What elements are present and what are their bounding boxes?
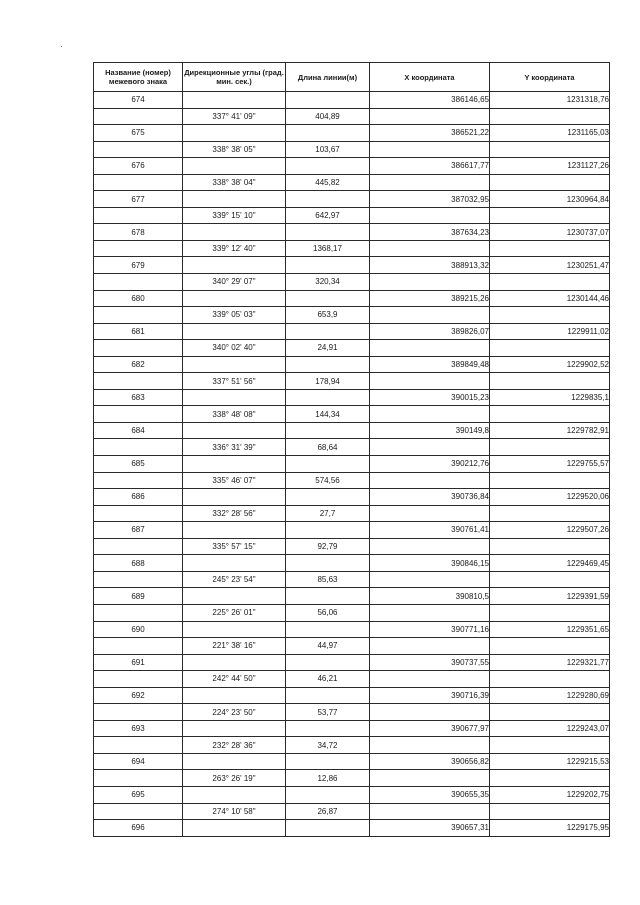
x-coordinate-cell: 389849,48 xyxy=(370,356,490,373)
empty-cell xyxy=(286,522,370,539)
point-name-cell: 690 xyxy=(94,621,183,638)
empty-cell xyxy=(286,456,370,473)
empty-cell xyxy=(94,406,183,423)
direction-angle-cell: 232° 28' 36" xyxy=(183,737,286,754)
line-length-cell: 46,21 xyxy=(286,671,370,688)
line-length-cell: 34,72 xyxy=(286,737,370,754)
empty-cell xyxy=(490,505,610,522)
empty-cell xyxy=(370,307,490,324)
empty-cell xyxy=(94,207,183,224)
line-length-cell: 574,56 xyxy=(286,472,370,489)
point-name-cell: 682 xyxy=(94,356,183,373)
empty-cell xyxy=(490,571,610,588)
line-length-cell: 404,89 xyxy=(286,108,370,125)
x-coordinate-cell: 390771,16 xyxy=(370,621,490,638)
table-row-segment xyxy=(94,505,610,522)
empty-cell xyxy=(183,224,286,241)
empty-cell xyxy=(94,472,183,489)
table-row-segment xyxy=(94,439,610,456)
table-row-point xyxy=(94,522,610,539)
empty-cell xyxy=(490,704,610,721)
empty-cell xyxy=(183,125,286,142)
empty-cell xyxy=(183,422,286,439)
empty-cell xyxy=(490,406,610,423)
x-coordinate-cell: 389215,26 xyxy=(370,290,490,307)
empty-cell xyxy=(94,638,183,655)
x-coordinate-cell: 390212,76 xyxy=(370,456,490,473)
empty-cell xyxy=(183,820,286,837)
direction-angle-cell: 337° 41' 09" xyxy=(183,108,286,125)
y-coordinate-cell: 1230251,47 xyxy=(490,257,610,274)
empty-cell xyxy=(490,274,610,291)
table-body xyxy=(94,92,610,837)
empty-cell xyxy=(286,687,370,704)
x-coordinate-cell: 387032,95 xyxy=(370,191,490,208)
point-name-cell: 676 xyxy=(94,158,183,175)
direction-angle-cell: 332° 28' 56" xyxy=(183,505,286,522)
point-name-cell: 679 xyxy=(94,257,183,274)
empty-cell xyxy=(183,290,286,307)
table-row-point xyxy=(94,753,610,770)
empty-cell xyxy=(183,522,286,539)
empty-cell xyxy=(490,604,610,621)
table-row-point xyxy=(94,820,610,837)
y-coordinate-cell: 1229507,26 xyxy=(490,522,610,539)
empty-cell xyxy=(490,538,610,555)
line-length-cell: 320,34 xyxy=(286,274,370,291)
empty-cell xyxy=(183,257,286,274)
y-coordinate-cell: 1229243,07 xyxy=(490,720,610,737)
empty-cell xyxy=(183,356,286,373)
table-row-segment xyxy=(94,174,610,191)
line-length-cell: 653,9 xyxy=(286,307,370,324)
line-length-cell: 53,77 xyxy=(286,704,370,721)
x-coordinate-cell: 386521,22 xyxy=(370,125,490,142)
empty-cell xyxy=(94,307,183,324)
empty-cell xyxy=(286,720,370,737)
y-coordinate-cell: 1229175,95 xyxy=(490,820,610,837)
empty-cell xyxy=(370,439,490,456)
empty-cell xyxy=(183,753,286,770)
empty-cell xyxy=(286,191,370,208)
empty-cell xyxy=(183,720,286,737)
header-y-coordinate: Y координата xyxy=(490,63,610,92)
empty-cell xyxy=(183,191,286,208)
direction-angle-cell: 224° 23' 50" xyxy=(183,704,286,721)
empty-cell xyxy=(370,340,490,357)
empty-cell xyxy=(370,274,490,291)
table-row-point xyxy=(94,555,610,572)
direction-angle-cell: 221° 38' 16" xyxy=(183,638,286,655)
empty-cell xyxy=(490,141,610,158)
x-coordinate-cell: 386617,77 xyxy=(370,158,490,175)
empty-cell xyxy=(94,604,183,621)
y-coordinate-cell: 1230964,84 xyxy=(490,191,610,208)
point-name-cell: 687 xyxy=(94,522,183,539)
header-direction-angle: Дирекционные углы (град. мин. сек.) xyxy=(183,63,286,92)
empty-cell xyxy=(490,373,610,390)
x-coordinate-cell: 390736,84 xyxy=(370,489,490,506)
empty-cell xyxy=(94,108,183,125)
empty-cell xyxy=(94,174,183,191)
point-name-cell: 681 xyxy=(94,323,183,340)
header-point-name: Название (номер) межевого знака xyxy=(94,63,183,92)
table-row-point xyxy=(94,687,610,704)
empty-cell xyxy=(370,505,490,522)
line-length-cell: 27,7 xyxy=(286,505,370,522)
empty-cell xyxy=(183,158,286,175)
empty-cell xyxy=(183,687,286,704)
empty-cell xyxy=(370,770,490,787)
empty-cell xyxy=(94,274,183,291)
empty-cell xyxy=(183,621,286,638)
empty-cell xyxy=(183,323,286,340)
empty-cell xyxy=(94,439,183,456)
empty-cell xyxy=(370,406,490,423)
header-x-coordinate: X координата xyxy=(370,63,490,92)
line-length-cell: 92,79 xyxy=(286,538,370,555)
table-row-point xyxy=(94,720,610,737)
empty-cell xyxy=(94,671,183,688)
line-length-cell: 445,82 xyxy=(286,174,370,191)
table-row-segment xyxy=(94,207,610,224)
direction-angle-cell: 263° 26' 19" xyxy=(183,770,286,787)
empty-cell xyxy=(183,456,286,473)
table-row-point xyxy=(94,158,610,175)
empty-cell xyxy=(94,803,183,820)
table-row-segment xyxy=(94,803,610,820)
x-coordinate-cell: 390761,41 xyxy=(370,522,490,539)
empty-cell xyxy=(490,803,610,820)
empty-cell xyxy=(286,356,370,373)
empty-cell xyxy=(490,207,610,224)
line-length-cell: 178,94 xyxy=(286,373,370,390)
table-row-segment xyxy=(94,274,610,291)
table-row-segment xyxy=(94,571,610,588)
empty-cell xyxy=(183,588,286,605)
empty-cell xyxy=(286,588,370,605)
empty-cell xyxy=(286,786,370,803)
line-length-cell: 103,67 xyxy=(286,141,370,158)
table-row-segment xyxy=(94,340,610,357)
y-coordinate-cell: 1229902,52 xyxy=(490,356,610,373)
empty-cell xyxy=(370,174,490,191)
empty-cell xyxy=(490,671,610,688)
table-row-point xyxy=(94,588,610,605)
table-row-point xyxy=(94,422,610,439)
line-length-cell: 642,97 xyxy=(286,207,370,224)
empty-cell xyxy=(370,671,490,688)
table-row-point xyxy=(94,125,610,142)
empty-cell xyxy=(370,571,490,588)
direction-angle-cell: 340° 29' 07" xyxy=(183,274,286,291)
empty-cell xyxy=(490,638,610,655)
direction-angle-cell: 274° 10' 58" xyxy=(183,803,286,820)
empty-cell xyxy=(286,389,370,406)
table-row-segment xyxy=(94,671,610,688)
empty-cell xyxy=(370,240,490,257)
direction-angle-cell: 245° 23' 54" xyxy=(183,571,286,588)
empty-cell xyxy=(286,224,370,241)
x-coordinate-cell: 390149,8 xyxy=(370,422,490,439)
point-name-cell: 695 xyxy=(94,786,183,803)
table-row-point xyxy=(94,654,610,671)
table-row-segment xyxy=(94,638,610,655)
y-coordinate-cell: 1229911,02 xyxy=(490,323,610,340)
line-length-cell: 68,64 xyxy=(286,439,370,456)
document-page xyxy=(93,62,609,837)
table-row-segment xyxy=(94,604,610,621)
table-row-point xyxy=(94,786,610,803)
table-row-segment xyxy=(94,307,610,324)
empty-cell xyxy=(490,240,610,257)
empty-cell xyxy=(370,638,490,655)
y-coordinate-cell: 1229782,91 xyxy=(490,422,610,439)
empty-cell xyxy=(370,472,490,489)
x-coordinate-cell: 388913,32 xyxy=(370,257,490,274)
empty-cell xyxy=(286,621,370,638)
line-length-cell: 85,63 xyxy=(286,571,370,588)
empty-cell xyxy=(370,604,490,621)
empty-cell xyxy=(183,489,286,506)
table-row-point xyxy=(94,224,610,241)
empty-cell xyxy=(183,654,286,671)
boundary-coordinates-table xyxy=(93,62,610,837)
line-length-cell: 44,97 xyxy=(286,638,370,655)
empty-cell xyxy=(490,174,610,191)
direction-angle-cell: 339° 12' 40" xyxy=(183,240,286,257)
x-coordinate-cell: 390677,97 xyxy=(370,720,490,737)
empty-cell xyxy=(94,373,183,390)
point-name-cell: 677 xyxy=(94,191,183,208)
table-row-point xyxy=(94,323,610,340)
table-row-point xyxy=(94,456,610,473)
x-coordinate-cell: 386146,65 xyxy=(370,92,490,109)
direction-angle-cell: 339° 05' 03" xyxy=(183,307,286,324)
header-line-length: Длина линии(м) xyxy=(286,63,370,92)
line-length-cell: 144,34 xyxy=(286,406,370,423)
point-name-cell: 675 xyxy=(94,125,183,142)
direction-angle-cell: 335° 46' 07" xyxy=(183,472,286,489)
empty-cell xyxy=(370,108,490,125)
direction-angle-cell: 225° 26' 01" xyxy=(183,604,286,621)
empty-cell xyxy=(94,141,183,158)
y-coordinate-cell: 1229469,45 xyxy=(490,555,610,572)
y-coordinate-cell: 1229391,59 xyxy=(490,588,610,605)
table-row-point xyxy=(94,257,610,274)
table-row-point xyxy=(94,489,610,506)
point-name-cell: 693 xyxy=(94,720,183,737)
table-row-point xyxy=(94,290,610,307)
empty-cell xyxy=(490,737,610,754)
empty-cell xyxy=(94,704,183,721)
point-name-cell: 683 xyxy=(94,389,183,406)
y-coordinate-cell: 1231165,03 xyxy=(490,125,610,142)
point-name-cell: 685 xyxy=(94,456,183,473)
line-length-cell: 1368,17 xyxy=(286,240,370,257)
empty-cell xyxy=(286,257,370,274)
x-coordinate-cell: 390656,82 xyxy=(370,753,490,770)
scan-speck xyxy=(61,46,62,47)
x-coordinate-cell: 389826,07 xyxy=(370,323,490,340)
empty-cell xyxy=(286,489,370,506)
y-coordinate-cell: 1230144,46 xyxy=(490,290,610,307)
empty-cell xyxy=(490,439,610,456)
empty-cell xyxy=(286,290,370,307)
empty-cell xyxy=(490,340,610,357)
table-row-segment xyxy=(94,770,610,787)
x-coordinate-cell: 390655,35 xyxy=(370,786,490,803)
point-name-cell: 680 xyxy=(94,290,183,307)
empty-cell xyxy=(370,141,490,158)
x-coordinate-cell: 390657,31 xyxy=(370,820,490,837)
empty-cell xyxy=(370,737,490,754)
empty-cell xyxy=(370,207,490,224)
table-row-segment xyxy=(94,406,610,423)
line-length-cell: 26,87 xyxy=(286,803,370,820)
point-name-cell: 689 xyxy=(94,588,183,605)
empty-cell xyxy=(183,389,286,406)
y-coordinate-cell: 1229215,53 xyxy=(490,753,610,770)
empty-cell xyxy=(286,125,370,142)
point-name-cell: 694 xyxy=(94,753,183,770)
y-coordinate-cell: 1229202,75 xyxy=(490,786,610,803)
y-coordinate-cell: 1229755,57 xyxy=(490,456,610,473)
empty-cell xyxy=(94,340,183,357)
y-coordinate-cell: 1229351,65 xyxy=(490,621,610,638)
direction-angle-cell: 338° 38' 05" xyxy=(183,141,286,158)
direction-angle-cell: 340° 02' 40" xyxy=(183,340,286,357)
empty-cell xyxy=(286,555,370,572)
y-coordinate-cell: 1229520,06 xyxy=(490,489,610,506)
table-row-segment xyxy=(94,108,610,125)
point-name-cell: 678 xyxy=(94,224,183,241)
table-row-point xyxy=(94,92,610,109)
empty-cell xyxy=(490,472,610,489)
point-name-cell: 686 xyxy=(94,489,183,506)
empty-cell xyxy=(286,92,370,109)
y-coordinate-cell: 1231127,26 xyxy=(490,158,610,175)
table-row-segment xyxy=(94,737,610,754)
table-row-segment xyxy=(94,141,610,158)
point-name-cell: 696 xyxy=(94,820,183,837)
empty-cell xyxy=(183,92,286,109)
empty-cell xyxy=(370,538,490,555)
empty-cell xyxy=(94,571,183,588)
table-row-point xyxy=(94,191,610,208)
x-coordinate-cell: 390737,55 xyxy=(370,654,490,671)
x-coordinate-cell: 387634,23 xyxy=(370,224,490,241)
table-row-segment xyxy=(94,373,610,390)
table-row-point xyxy=(94,621,610,638)
x-coordinate-cell: 390810,5 xyxy=(370,588,490,605)
point-name-cell: 691 xyxy=(94,654,183,671)
empty-cell xyxy=(490,770,610,787)
empty-cell xyxy=(490,108,610,125)
empty-cell xyxy=(286,422,370,439)
empty-cell xyxy=(286,323,370,340)
direction-angle-cell: 242° 44' 50" xyxy=(183,671,286,688)
empty-cell xyxy=(370,373,490,390)
point-name-cell: 688 xyxy=(94,555,183,572)
table-row-segment xyxy=(94,538,610,555)
empty-cell xyxy=(286,654,370,671)
empty-cell xyxy=(286,158,370,175)
empty-cell xyxy=(490,307,610,324)
direction-angle-cell: 337° 51' 56" xyxy=(183,373,286,390)
empty-cell xyxy=(94,240,183,257)
x-coordinate-cell: 390716,39 xyxy=(370,687,490,704)
point-name-cell: 692 xyxy=(94,687,183,704)
point-name-cell: 684 xyxy=(94,422,183,439)
empty-cell xyxy=(94,770,183,787)
empty-cell xyxy=(286,753,370,770)
empty-cell xyxy=(183,786,286,803)
y-coordinate-cell: 1230737,07 xyxy=(490,224,610,241)
empty-cell xyxy=(183,555,286,572)
direction-angle-cell: 338° 38' 04" xyxy=(183,174,286,191)
y-coordinate-cell: 1229835,1 xyxy=(490,389,610,406)
table-row-point xyxy=(94,356,610,373)
table-row-segment xyxy=(94,472,610,489)
empty-cell xyxy=(370,803,490,820)
line-length-cell: 24,91 xyxy=(286,340,370,357)
empty-cell xyxy=(94,538,183,555)
empty-cell xyxy=(94,505,183,522)
x-coordinate-cell: 390015,23 xyxy=(370,389,490,406)
empty-cell xyxy=(286,820,370,837)
table-row-segment xyxy=(94,704,610,721)
direction-angle-cell: 338° 48' 08" xyxy=(183,406,286,423)
table-row-point xyxy=(94,389,610,406)
table-row-segment xyxy=(94,240,610,257)
direction-angle-cell: 335° 57' 15" xyxy=(183,538,286,555)
y-coordinate-cell: 1231318,76 xyxy=(490,92,610,109)
empty-cell xyxy=(94,737,183,754)
line-length-cell: 56,06 xyxy=(286,604,370,621)
y-coordinate-cell: 1229321,77 xyxy=(490,654,610,671)
direction-angle-cell: 336° 31' 39" xyxy=(183,439,286,456)
point-name-cell: 674 xyxy=(94,92,183,109)
table-header-row xyxy=(94,63,610,92)
line-length-cell: 12,86 xyxy=(286,770,370,787)
y-coordinate-cell: 1229280,69 xyxy=(490,687,610,704)
direction-angle-cell: 339° 15' 10" xyxy=(183,207,286,224)
empty-cell xyxy=(370,704,490,721)
x-coordinate-cell: 390846,15 xyxy=(370,555,490,572)
